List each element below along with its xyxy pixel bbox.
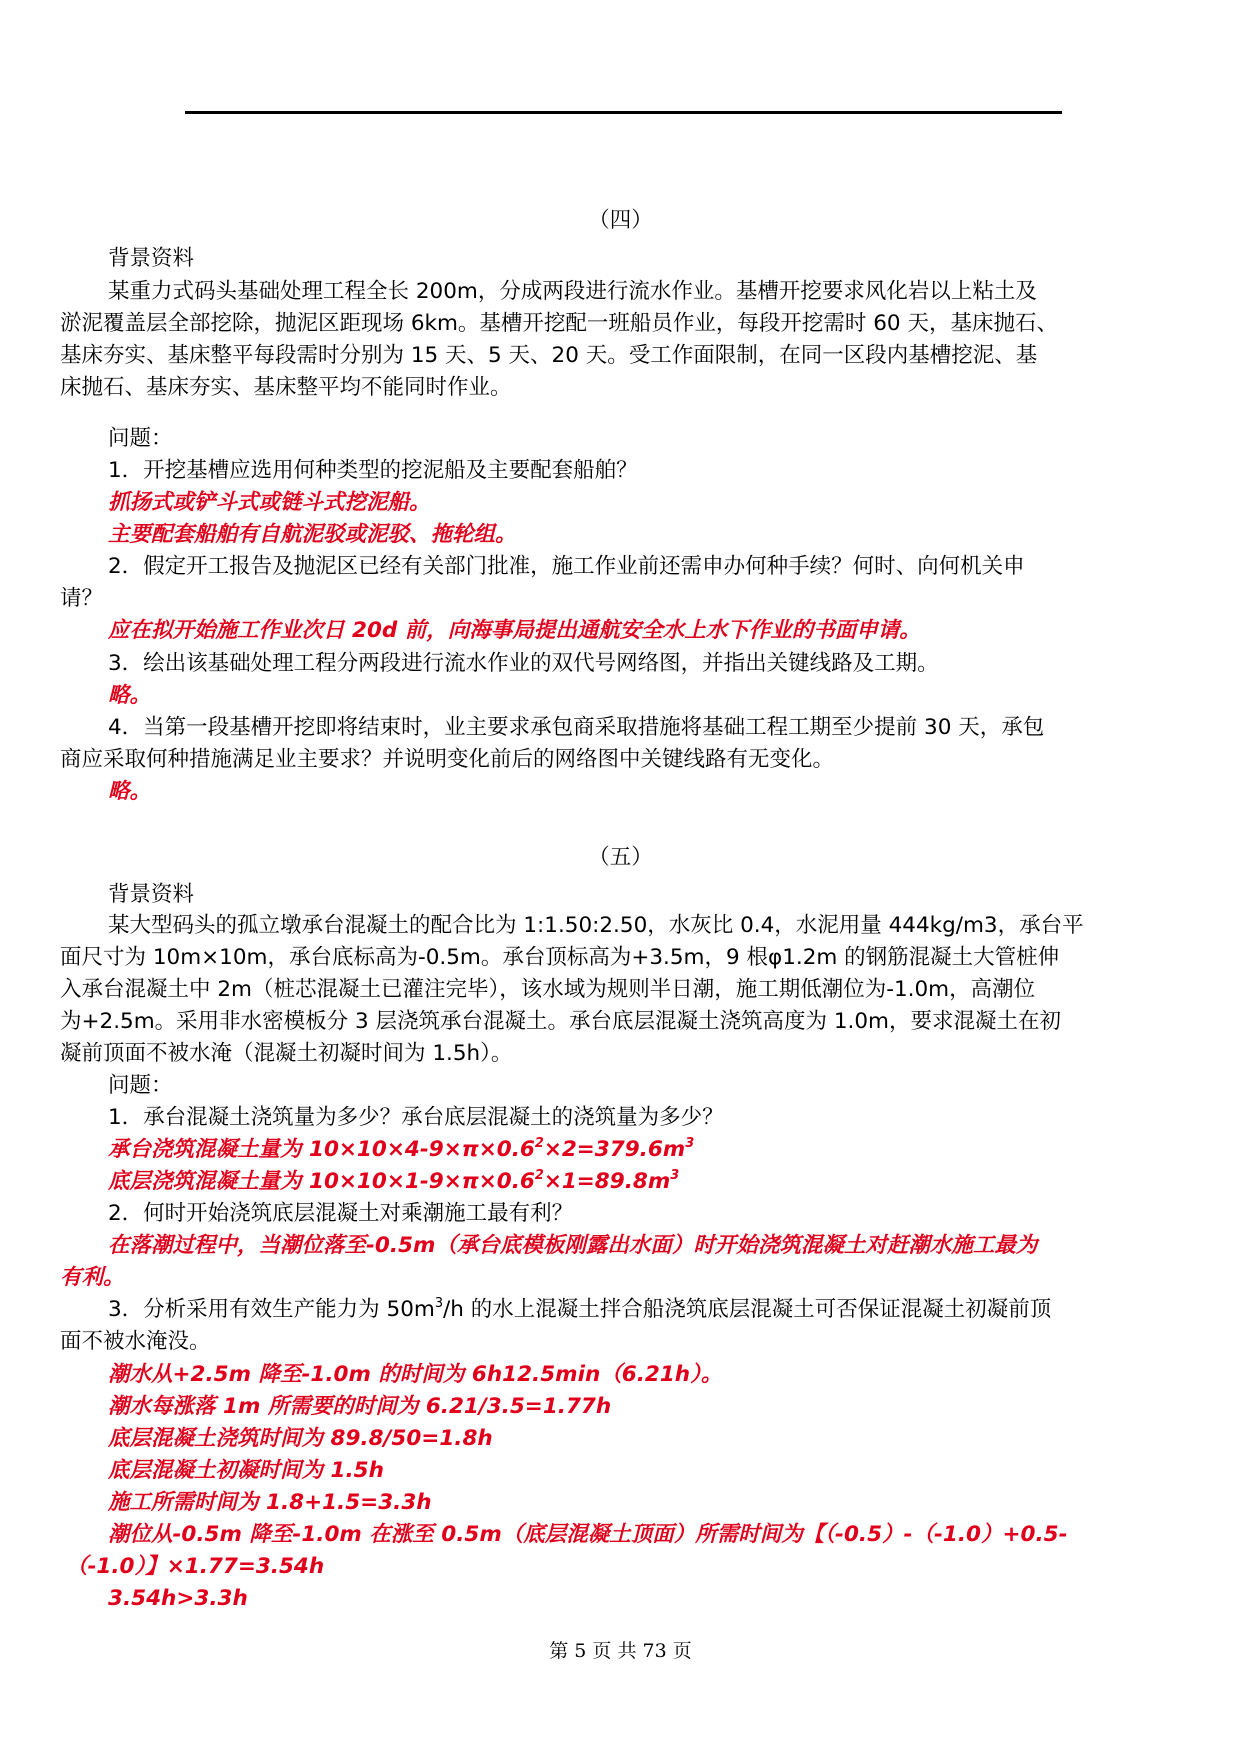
section-4-answer-4: 略。 [108,779,152,804]
section-4-question-4: 商应采取何种措施满足业主要求？并说明变化前后的网络图中关键线路有无变化。 [60,747,835,772]
section-5-answer-3-line: 底层混凝土初凝时间为 1.5h [108,1458,384,1483]
section-5-question-3: 面不被水淹没。 [60,1329,211,1354]
section-4-question-3: 3．绘出该基础处理工程分两段进行流水作业的双代号网络图，并指出关键线路及工期。 [108,651,939,676]
section-4-question-2: 2．假定开工报告及抛泥区已经有关部门批准，施工作业前还需申办何种手续？何时、向何机关申 [108,554,1025,579]
section-5-answer-3-line: 潮位从-0.5m 降至-1.0m 在涨至 0.5m（底层混凝土顶面）所需时间为【（-0.5）-（-1.0）+0.5- [108,1522,1068,1547]
page-footer: 第 5 页 共 73 页 [549,1640,692,1662]
section-5-answer-3-line: 底层混凝土浇筑时间为 89.8/50=1.8h [108,1426,493,1451]
section-4-background-line: 床抛石、基床夯实、基床整平均不能同时作业。 [60,375,512,400]
section-5-background-line: 面尺寸为 10m×10m，承台底标高为-0.5m。承台顶标高为+3.5m，9 根φ1.2m 的钢筋混凝土大管桩伸 [60,945,1060,970]
section-5-question-3: 3．分析采用有效生产能力为 $50m^3/h$ 的水上混凝土拌合船浇筑底层混凝土可否保证混凝土初凝前顶 [108,1295,1052,1322]
section-5-background-line: 入承台混凝土中 2m（桩芯混凝土已灌注完毕），该水域为规则半日潮，施工期低潮位为-1.0m，高潮位 [60,977,1036,1002]
section-5-answer-3-line: 3.54h>3.3h [108,1586,248,1611]
section-5-answer-1a: 承台浇筑混凝土量为 $10\times 10\times 4-9\times\pi\times 0.6^2\times 2=379.6m^3$ [108,1135,695,1162]
section-4-question-2: 请？ [60,586,104,611]
section-5-answer-2: 有利。 [60,1265,125,1290]
section-5-answer-3-line: 潮水从+2.5m 降至-1.0m 的时间为 6h12.5min（6.21h）。 [108,1362,723,1387]
section-5-background-line: 为+2.5m。采用非水密模板分 3 层浇筑承台混凝土。承台底层混凝土浇筑高度为 1.0m，要求混凝土在初 [60,1009,1061,1034]
section-4-background-line: 基床夯实、基床整平每段需时分别为 15 天、5 天、20 天。受工作面限制，在同一区段内基槽挖泥、基 [60,343,1038,368]
section-4-background-label: 背景资料 [108,246,195,271]
section-5-answer-3-line: 潮水每涨落 1m 所需要的时间为 6.21/3.5=1.77h [108,1394,612,1419]
section-5-answer-3-line: 施工所需时间为 1.8+1.5=3.3h [108,1490,432,1515]
section-5-background-line: 凝前顶面不被水淹（混凝土初凝时间为 1.5h）。 [60,1041,513,1066]
section-5-question-label: 问题： [108,1073,173,1098]
section-4-question-4: 4．当第一段基槽开挖即将结束时，业主要求承包商采取措施将基础工程工期至少提前 30 天，承包 [108,715,1045,740]
header-rule [185,111,1062,114]
section-4-question-label: 问题： [108,426,173,451]
section-4-heading: （四） [588,208,653,233]
section-5-question-2: 2．何时开始浇筑底层混凝土对乘潮施工最有利？ [108,1201,574,1226]
section-5-heading: （五） [588,845,653,870]
section-4-question-1: 1．开挖基槽应选用何种类型的挖泥船及主要配套船舶？ [108,458,638,483]
section-4-background-line: 淤泥覆盖层全部挖除，抛泥区距现场 6km。基槽开挖配一班船员作业，每段开挖需时 60 天，基床抛石、 [60,311,1058,336]
section-5-answer-1b: 底层浇筑混凝土量为 $10\times 10\times 1-9\times\pi\times 0.6^2\times 1=89.8m^3$ [108,1167,680,1194]
section-4-answer-1: 抓扬式或铲斗式或链斗式挖泥船。 [108,490,431,515]
section-5-question-1: 1．承台混凝土浇筑量为多少？承台底层混凝土的浇筑量为多少？ [108,1105,724,1130]
section-5-answer-2: 在落潮过程中，当潮位落至-0.5m（承台底模板刚露出水面）时开始浇筑混凝土对赶潮水施工最为 [108,1233,1038,1258]
section-4-answer-3: 略。 [108,683,152,708]
section-5-answer-3-line: （-1.0）】×1.77=3.54h [66,1554,325,1579]
section-5-background-line: 某大型码头的孤立墩承台混凝土的配合比为 1:1.50:2.50，水灰比 0.4，水泥用量 444kg/m3，承台平 [108,913,1084,938]
section-4-answer-1: 主要配套船舶有自航泥驳或泥驳、拖轮组。 [108,522,517,547]
section-5-background-label: 背景资料 [108,882,195,907]
section-4-answer-2: 应在拟开始施工作业次日 20d 前，向海事局提出通航安全水上水下作业的书面申请。 [108,618,921,643]
section-4-background-line: 某重力式码头基础处理工程全长 200m，分成两段进行流水作业。基槽开挖要求风化岩以上粘土及 [108,279,1037,304]
